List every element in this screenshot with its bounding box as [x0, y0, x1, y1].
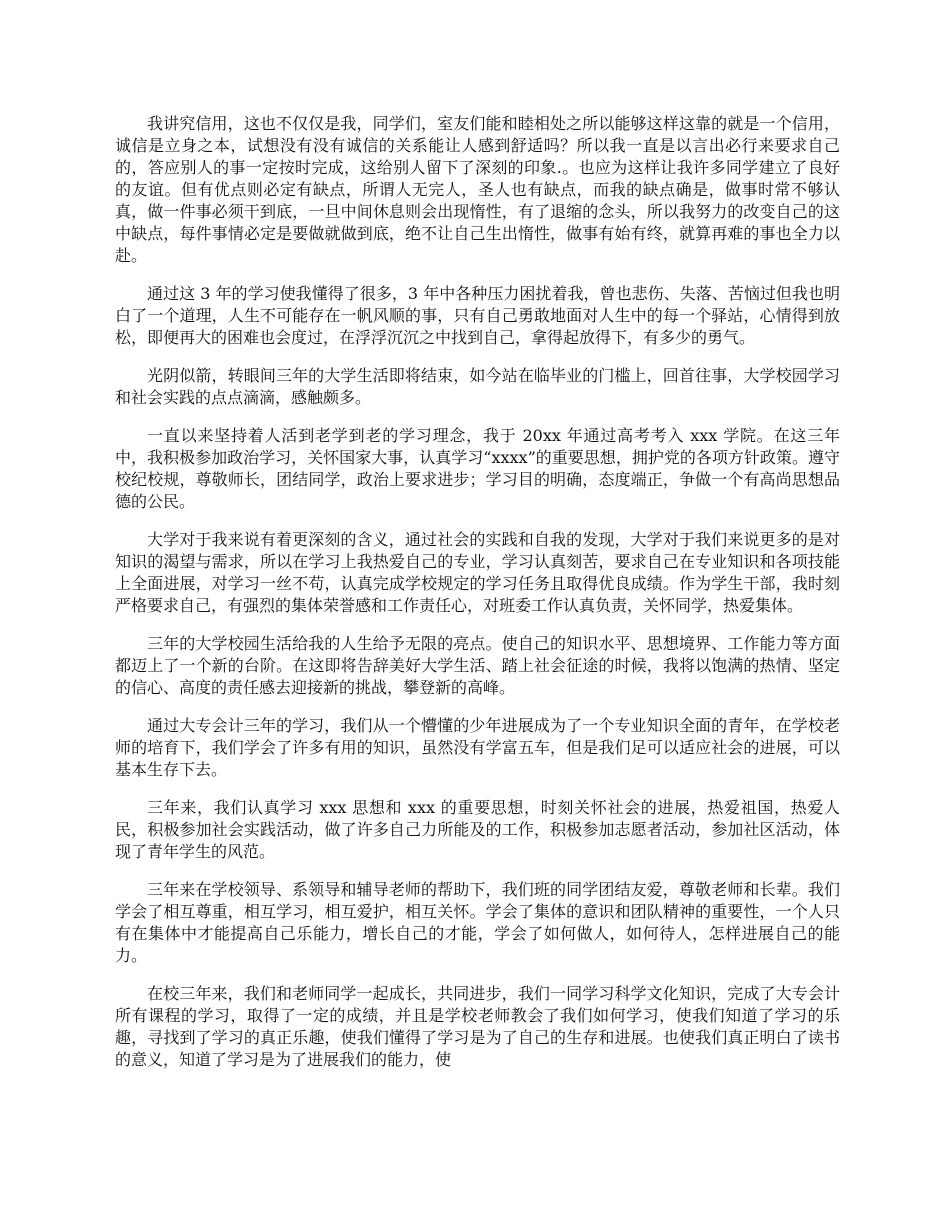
paragraph-6: 三年的大学校园生活给我的人生给予无限的亮点。使自己的知识水平、思想境界、工作能力等方面都迈上了一个新的台阶。在这即将告辞美好大学生活、踏上社会征途的时候，我将以饱满的热情、坚定的信心、高度的责任感去迎接新的挑战，攀登新的高峰。	[115, 634, 840, 697]
paragraph-8: 三年来，我们认真学习 xxx 思想和 xxx 的重要思想，时刻关怀社会的进展，热爱祖国，热爱人民，积极参加社会实践活动，做了许多自己力所能及的工作，积极参加志愿者活动，参加社区活动，体现了青年学生的风范。	[115, 798, 840, 861]
paragraph-2: 通过这 3 年的学习使我懂得了很多，3 年中各种压力困扰着我，曾也悲伤、失落、苦恼过但我也明白了一个道理，人生不可能存在一帆风顺的事，只有自己勇敢地面对人生中的每一个驿站，心情得到放松，即便再大的困难也会度过，在浮浮沉沉之中找到自己，拿得起放得下，有多少的勇气。	[115, 284, 840, 347]
paragraph-10: 在校三年来，我们和老师同学一起成长，共同进步，我们一同学习科学文化知识，完成了大专会计所有课程的学习，取得了一定的成绩，并且是学校老师教会了我们如何学习，使我们知道了学习的乐趣，寻找到了学习的真正乐趣，使我们懂得了学习是为了自己的生存和进展。也使我们真正明白了读书的意义，知道了学习是为了进展我们的能力，使	[115, 984, 840, 1069]
paragraph-7: 通过大专会计三年的学习，我们从一个懵懂的少年进展成为了一个专业知识全面的青年，在学校老师的培育下，我们学会了许多有用的知识，虽然没有学富五车，但是我们足可以适应社会的进展，可以基本生存下去。	[115, 716, 840, 779]
paragraph-9: 三年来在学校领导、系领导和辅导老师的帮助下，我们班的同学团结友爱，尊敬老师和长辈。我们学会了相互尊重，相互学习，相互爱护，相互关怀。学会了集体的意识和团队精神的重要性，一个人只有在集体中才能提高自己乐能力，增长自己的才能，学会了如何做人，如何待人，怎样进展自己的能力。	[115, 880, 840, 965]
paragraph-4: 一直以来坚持着人活到老学到老的学习理念，我于 20xx 年通过高考考入 xxx 学院。在这三年中，我积极参加政治学习，关怀国家大事，认真学习“xxxx”的重要思想，拥护党的各项方针政策。遵守校纪校规，尊敬师长，团结同学，政治上要求进步；学习目的明确，态度端正，争做一个有高尚思想品德的公民。	[115, 426, 840, 511]
paragraph-3: 光阴似箭，转眼间三年的大学生活即将结束，如今站在临毕业的门槛上，回首往事，大学校园学习和社会实践的点点滴滴，感触颇多。	[115, 366, 840, 407]
paragraph-1: 我讲究信用，这也不仅仅是我，同学们，室友们能和睦相处之所以能够这样这靠的就是一个信用，诚信是立身之本，试想没有没有诚信的关系能让人感到舒适吗？所以我一直是以言出必行来要求自己的，答应别人的事一定按时完成，这给别人留下了深刻的印象.。也应为这样让我许多同学建立了良好的友谊。但有优点则必定有缺点，所谓人无完人，圣人也有缺点，而我的缺点确是，做事时常不够认真，做一件事必须干到底，一旦中间休息则会出现惰性，有了退缩的念头，所以我努力的改变自己的这中缺点，每件事情必定是要做就做到底，绝不让自己生出惰性，做事有始有终，就算再难的事也全力以赴。	[115, 114, 840, 265]
paragraph-5: 大学对于我来说有着更深刻的含义，通过社会的实践和自我的发现，大学对于我们来说更多的是对知识的渴望与需求，所以在学习上我热爱自己的专业，学习认真刻苦，要求自己在专业知识和各项技能上全面进展，对学习一丝不苟，认真完成学校规定的学习任务且取得优良成绩。作为学生干部，我时刻严格要求自己，有强烈的集体荣誉感和工作责任心，对班委工作认真负责，关怀同学，热爱集体。	[115, 530, 840, 615]
document-page	[115, 113, 840, 1087]
